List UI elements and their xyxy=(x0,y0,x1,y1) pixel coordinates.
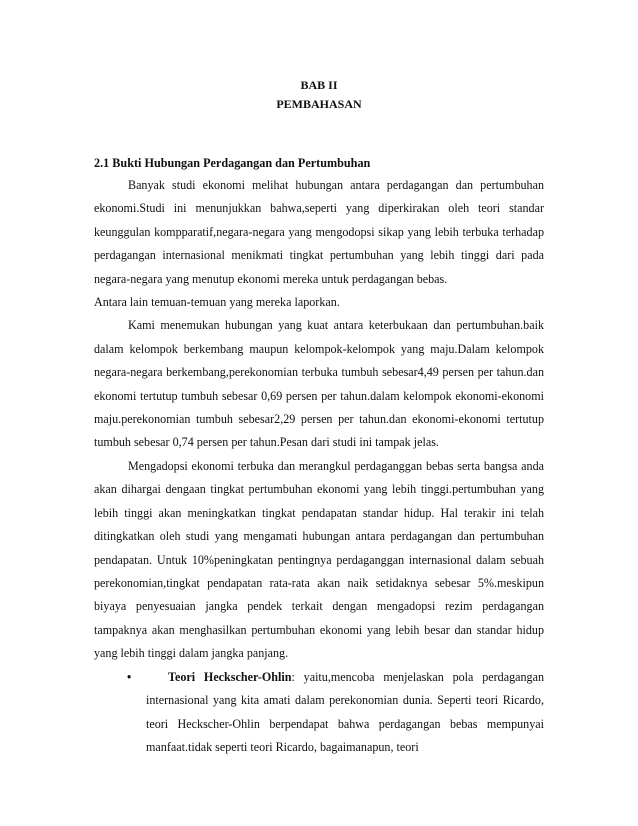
bullet-text: : yaitu,mencoba menjelaskan pola perdagangan internasional yang kita amati dalam perekonomian dunia. Seperti teori Ricardo, teori Heckscher-Ohlin berpendapat bahwa perdagangan bebas mempunyai manfaat.tidak seperti teori Ricardo, bagaimanapun, teori xyxy=(146,669,545,755)
section-heading: 2.1 Bukti Hubungan Perdagangan dan Pertumbuhan xyxy=(94,156,371,170)
document-page xyxy=(94,0,544,826)
bullet-list-item xyxy=(94,666,544,760)
bullet-term: Teori Heckscher-Ohlin xyxy=(168,669,292,684)
bullet-icon: • xyxy=(127,669,132,684)
paragraph: Banyak studi ekonomi melihat hubungan antara perdagangan dan pertumbuhan ekonomi.Studi ini menunjukkan bahwa,seperti yang diperkirakan oleh teori standar keunggulan kompparatif,negara-negara yang mengodopsi sikap yang lebih terbuka terhadap perdagangan internasional menikmati tingkat pertumbuhan yang lebih tinggi dari pada negara-negara yang menutup ekonomi mereka untuk perdagangan bebas. xyxy=(94,178,544,286)
body-text xyxy=(94,174,544,760)
paragraph: Kami menemukan hubungan yang kuat antara keterbukaan dan pertumbuhan.baik dalam kelompok berkembang maupun kelompok-kelompok yang maju.Dalam kelompok negara-negara berkembang,perekonomian terbuka tumbuh sebesar4,49 persen per tahun.dan ekonomi tertutup tumbuh sebesar 0,69 persen per tahun.dalam kelompok ekonomi-ekonomi maju.perekonomian tumbuh sebesar2,29 persen per tahun.dan ekonomi-ekonomi tertutup tumbuh sebesar 0,74 persen per tahun.Pesan dari studi ini tampak jelas. xyxy=(94,318,544,450)
chapter-title: PEMBAHASAN xyxy=(276,97,362,111)
chapter-number: BAB II xyxy=(300,78,338,92)
paragraph: Antara lain temuan-temuan yang mereka laporkan. xyxy=(94,295,340,310)
paragraph: Mengadopsi ekonomi terbuka dan merangkul perdaganggan bebas serta bangsa anda akan dihargai dengaan tingkat pertumbuhan ekonomi yang lebih tinggi.pertumbuhan yang lebih tinggi akan meningkatkan tingkat pendapatan standar hidup. Hal terakir ini telah ditingkatkan oleh studi yang mengamati hubungan antara perdagangan dan pertumbuhan pendapatan. Untuk 10%peningkatan pentingnya perdaganggan internasional dalam sebuah perekonomian,tingkat pendapatan rata-rata akan naik setidaknya sebesar 5%.meskipun biyaya penyesuaian jangka pendek terkait dengan mengadopsi rezim perdagangan tampaknya akan menghasilkan pertumbuhan ekonomi yang lebih besar dan standar hidup yang lebih tinggi dalam jangka panjang. xyxy=(94,458,544,661)
